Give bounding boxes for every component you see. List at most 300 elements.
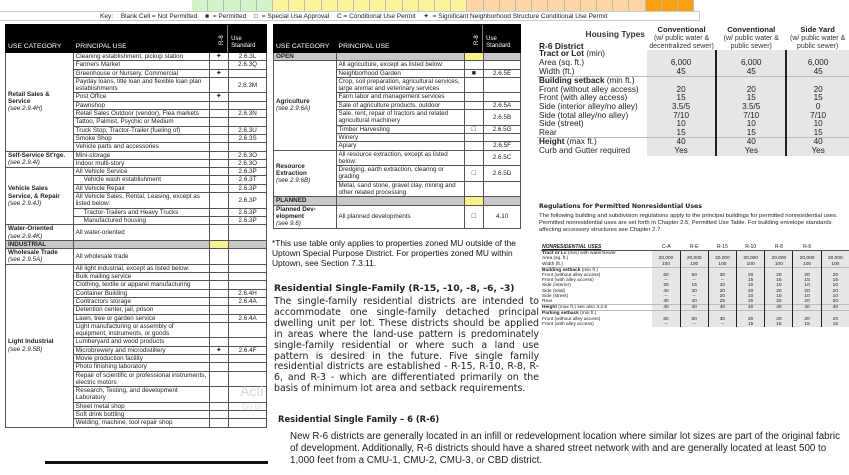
value-cell: 100 <box>793 262 821 268</box>
value-cell: 40 <box>652 289 680 294</box>
value-cell: 20 <box>793 299 821 305</box>
section-name: Tract or Lc <box>542 251 567 257</box>
key-conditional: C = Conditional Use Permit <box>337 13 416 20</box>
value-cell: 50 <box>680 273 708 278</box>
row-label: Front (without alley access) <box>542 273 601 279</box>
use-row <box>6 53 267 61</box>
value-cell: 20 <box>786 86 849 95</box>
value-cell: 6,000 <box>716 59 786 68</box>
use-standard <box>229 225 267 241</box>
value-cell: 20 <box>765 317 793 322</box>
section-row <box>6 240 267 248</box>
use-category <box>6 151 74 168</box>
row-label: Front (with alley access) <box>542 321 594 327</box>
value-cell: 40 <box>821 305 849 311</box>
row-label: Side (interior alley/no alley) <box>539 101 638 111</box>
use-category <box>6 249 74 265</box>
value-cell: 10 <box>737 294 765 299</box>
use-category <box>6 264 74 427</box>
value-cell: 20 <box>821 289 849 294</box>
color-strip-cell <box>403 0 419 11</box>
value-cell: 40 <box>652 305 680 311</box>
value-cell: 100 <box>821 262 849 268</box>
principal-use: Truck Stop, Tractor-Trailer (fueling of) <box>73 126 209 134</box>
use-row <box>6 151 267 159</box>
principal-use: Tractor-Trailers and Heavy Trucks <box>73 208 209 216</box>
principal-use: Sale, rent, repair of tractors and related agricultural machinery <box>336 110 464 126</box>
principal-use: Cleaning establishment, pickup station <box>73 53 209 61</box>
district-label: R-6 District <box>539 40 584 51</box>
principal-use: Payday loans, title loan and flexible loan plan establishments <box>73 77 209 93</box>
permission-cell <box>209 371 229 387</box>
permission-cell <box>209 402 229 410</box>
principal-use: Metal, sand stone, gravel clay, mining and other related processing <box>336 181 464 197</box>
value-cell: 3.5/5 <box>647 103 716 112</box>
key-legend <box>0 11 700 21</box>
value-cell: 10 <box>821 294 849 299</box>
value-cell: 20 <box>737 289 765 294</box>
housing-row <box>537 59 849 68</box>
color-strip-cell <box>354 0 370 11</box>
use-standard: 2.6.5C <box>484 150 521 166</box>
principal-use: Post Office <box>73 93 209 101</box>
row-label: Side (total alley/no alley) <box>539 110 629 120</box>
color-strip-cell <box>678 0 694 11</box>
sns-permit-icon: ✦ <box>209 53 229 61</box>
category-name: Self-Service St'rge. <box>8 152 66 160</box>
value-cell: 10 <box>716 120 786 129</box>
row-label: Front (without alley access) <box>542 316 601 322</box>
value-cell: 40 <box>793 305 821 311</box>
use-standard: 2.6.3O <box>229 159 267 167</box>
row-label: Side (street) <box>542 293 569 299</box>
housing-types-table <box>537 26 849 156</box>
use-standard: 2.6.3P <box>229 193 267 209</box>
use-standard: 2.6.3Q <box>229 61 267 69</box>
permission-cell <box>209 151 229 159</box>
nonres-table <box>541 245 849 327</box>
permission-cell <box>209 264 229 272</box>
principal-use: Light manufacturing or assembly of equipment, instruments, or goods <box>73 322 209 338</box>
value-cell: 60 <box>652 273 680 278</box>
section-qualifier: (min) with water/sewer <box>567 251 616 257</box>
color-strip-cell <box>613 0 629 11</box>
principal-use: Smoke Shop <box>73 134 209 142</box>
permission-cell <box>209 354 229 362</box>
value-cell: 40 <box>765 305 793 311</box>
color-strip-cell <box>241 0 257 11</box>
r6-body: New R-6 districts are generally located in an infill or redevelopment location where similar lot sizes are part of the original fabric of development. Additionally, R-6 districts should have a shared street network with and are generally located at least 500 to 1,000 feet from a CMU-1, CMU-2, CMU-3, or CBD district. <box>290 431 840 467</box>
rsf-heading: Residential Single-Family (R-15, -10, -8, -6, -3) <box>274 283 515 294</box>
value-cell: -- <box>708 322 736 327</box>
use-table-middle <box>273 24 521 229</box>
nonres-body: The following building and subdivision regulations apply to the principal buildings for permitted nonresidential uses. Permitted nonresidential uses are set forth in Chapter 2.5, Permitted Use Table. For building envelope standards affecting accessory structures see Chapter 2.7. <box>539 213 838 233</box>
permission-cell <box>209 126 229 134</box>
key-sns-symbol: ✦ <box>423 13 429 20</box>
value-cell: 100 <box>652 262 680 268</box>
value-cell: 20,000 <box>680 256 708 261</box>
permission-cell <box>464 61 484 69</box>
value-cell: 15 <box>793 322 821 327</box>
value-cell: 10 <box>765 283 793 288</box>
key-permitted-symbol: ■ <box>205 13 209 20</box>
header-use-standard: Use Standard <box>229 25 267 53</box>
color-strip-cell <box>646 0 662 11</box>
principal-use: All Vehicle Sales, Rental, Leasing, except as listed below: <box>73 193 209 209</box>
row-label: Area (sq. ft.) <box>539 57 585 67</box>
key-special-symbol: □ <box>254 13 258 20</box>
value-cell: 45 <box>716 68 786 77</box>
principal-use: Tattoo, Palmist, Psychic or Medium <box>73 118 209 126</box>
section-blank <box>484 53 521 61</box>
principal-use: Lumberyard and wood products <box>73 338 209 346</box>
permission-cell <box>209 168 229 176</box>
value-cell: 7/10 <box>647 112 716 121</box>
use-standard: 2.6.4A <box>229 297 267 305</box>
permission-cell <box>209 77 229 93</box>
permission-cell <box>209 225 229 241</box>
permission-cell <box>209 159 229 167</box>
value-cell: 20 <box>765 289 793 294</box>
principal-use: Soft drink bottling <box>73 411 209 419</box>
principal-use: Research, Testing, and development Laboratory <box>73 387 209 403</box>
principal-use: Mini-storage <box>73 151 209 159</box>
section-blank <box>336 53 464 61</box>
value-cell: -- <box>652 278 680 283</box>
principal-use: Vehicle parts and accessories <box>73 143 209 151</box>
permission-cell <box>209 387 229 403</box>
column-sub: (w/ public water & public sewer) <box>723 34 779 50</box>
section-qualifier: (min) <box>586 49 605 59</box>
permission-cell <box>209 281 229 289</box>
value-cell: 20,000 <box>793 256 821 261</box>
value-cell: 10 <box>793 294 821 299</box>
row-label: Front (with alley access) <box>539 93 628 103</box>
activation-watermark: Acti <box>240 383 264 399</box>
use-row <box>274 61 521 69</box>
column-name: Conventional <box>727 25 776 34</box>
use-category <box>6 225 74 241</box>
principal-use: All resource extraction, except as listed below: <box>336 150 464 166</box>
use-category <box>6 53 74 152</box>
category-name: Water-Oriented <box>8 225 54 233</box>
color-strip-cell <box>662 0 678 11</box>
sns-permit-icon: ✦ <box>209 346 229 354</box>
permission-cell <box>464 110 484 126</box>
color-strip-cell <box>484 0 500 11</box>
value-cell: 20 <box>765 273 793 278</box>
r6-heading: Residential Single Family – 6 (R-6) <box>278 414 440 424</box>
value-cell: 6,000 <box>786 59 849 68</box>
use-standard: 2.6.3N <box>229 110 267 118</box>
permission-cell <box>464 93 484 101</box>
value-cell: 3.5/5 <box>716 103 786 112</box>
color-strip-cell <box>581 0 597 11</box>
permission-cell <box>209 411 229 419</box>
permission-cell <box>209 297 229 305</box>
row-label: Area (sq. ft.) <box>542 256 569 262</box>
color-strip-cell <box>322 0 338 11</box>
principal-use: Clothing, textile or apparel manufacturing <box>73 281 209 289</box>
color-strip-cell <box>192 0 208 11</box>
section-label: PLANNED <box>274 197 337 205</box>
district-column-header: C-A <box>652 245 680 251</box>
rsf-body: The single-family residential districts are intended to accommodate one single-family detached principal dwelling unit per lot. These districts should be applied in areas where the land-use pattern is predominately single-family residential or where such a land use pattern is desired in the future. Five single family residential districts are established - R-15, R-10, R-8, R-6, and R-3 - which are differentiated primarily on the basis of minimum lot area and setback requirements. <box>274 296 539 395</box>
use-table-left <box>5 24 267 428</box>
value-cell: 15 <box>786 94 849 103</box>
value-cell: -- <box>652 294 680 299</box>
use-row <box>274 150 521 166</box>
permission-cell <box>209 101 229 109</box>
use-standard: 2.6.5G <box>484 125 521 133</box>
housing-row <box>537 120 849 129</box>
header-district: R-8 <box>464 25 484 53</box>
permission-cell <box>209 249 229 265</box>
permission-cell <box>209 363 229 371</box>
nonres-header-row <box>541 245 849 251</box>
color-strip-cell <box>565 0 581 11</box>
key-blank: Blank Cell = Not Permitted <box>120 13 198 20</box>
color-strip-cell <box>419 0 435 11</box>
value-cell: 20 <box>821 273 849 278</box>
row-label: Width (ft.) <box>539 66 575 76</box>
permission-cell <box>464 181 484 197</box>
color-strip-cell <box>370 0 386 11</box>
value-cell: 20 <box>708 289 736 294</box>
permission-cell <box>464 150 484 166</box>
principal-use: Container Building <box>73 289 209 297</box>
use-standard: 2.6.3O <box>229 151 267 159</box>
section-name: Building setback <box>542 267 581 273</box>
row-label: Front (without alley access) <box>539 84 639 94</box>
principal-use: Apiary <box>336 142 464 150</box>
value-cell: 15 <box>765 322 793 327</box>
use-standard: 2.6.4A <box>229 314 267 322</box>
principal-use: Farmers Market <box>73 61 209 69</box>
use-standard <box>229 143 267 151</box>
value-cell: 40 <box>652 299 680 305</box>
row-label: Width (ft.) <box>542 261 563 267</box>
principal-use: Photo finishing laboratory <box>73 363 209 371</box>
value-cell: 20 <box>708 294 736 299</box>
principal-use: Contractors storage <box>73 297 209 305</box>
value-cell: 40 <box>680 305 708 311</box>
principal-use: Timber Harvesting <box>336 125 464 133</box>
district-highlight <box>464 197 484 205</box>
value-cell: 15 <box>765 278 793 283</box>
use-standard: 2.6.3P <box>229 168 267 176</box>
permission-cell <box>209 314 229 322</box>
header-district: R-8 <box>209 25 229 53</box>
value-cell: 20,000 <box>708 256 736 261</box>
use-standard <box>229 354 267 362</box>
color-strip-cell <box>435 0 451 11</box>
sns-permit-icon: ✦ <box>209 69 229 77</box>
value-cell: 100 <box>737 262 765 268</box>
permission-cell <box>464 142 484 150</box>
principal-use: Retail Sales Outdoor (vendor), Flea markets <box>73 110 209 118</box>
district-column-header: R-15 <box>708 245 736 251</box>
use-standard <box>229 322 267 338</box>
district-column-header: R-E <box>680 245 708 251</box>
value-cell: 45 <box>786 68 849 77</box>
permission-cell <box>209 208 229 216</box>
use-standard: 2.6.5B <box>484 110 521 126</box>
value-cell: 45 <box>647 68 716 77</box>
value-cell: 15 <box>716 129 786 138</box>
value-cell: 20 <box>765 299 793 305</box>
principal-use: Lawn, tree or garden service <box>73 314 209 322</box>
header-use-category: USE CATEGORY <box>6 25 74 53</box>
use-row <box>6 249 267 265</box>
principal-use: Sale of agriculture products, outdoor <box>336 101 464 109</box>
section-blank <box>336 197 464 205</box>
use-standard <box>229 363 267 371</box>
value-cell: 60 <box>652 317 680 322</box>
use-standard: 2.6.3M <box>229 77 267 93</box>
category-see-ref: (see 2.9.4K) <box>8 232 43 240</box>
header-use-category: USE CATEGORY <box>274 25 337 53</box>
value-cell: 10 <box>708 283 736 288</box>
column-name: Side Yard <box>800 25 835 34</box>
nonres-heading: Regulations for Permitted Nonresidential Uses <box>539 203 702 210</box>
value-cell: 20 <box>737 273 765 278</box>
category-name: Resource Extraction <box>276 162 307 177</box>
key-permitted: = Permitted <box>212 13 247 20</box>
value-cell: 100 <box>765 262 793 268</box>
use-standard <box>229 118 267 126</box>
section-name: Parking setback <box>542 311 579 317</box>
use-category <box>6 168 74 225</box>
row-label: Rear <box>539 127 557 137</box>
principal-use: Indoor multi-story <box>73 159 209 167</box>
principal-use: Pawnshop <box>73 101 209 109</box>
category-see-ref: (see 9.6) <box>276 220 301 228</box>
value-cell: 20 <box>793 273 821 278</box>
value-cell: 30 <box>680 289 708 294</box>
use-standard: 4.10 <box>484 205 521 228</box>
value-cell: 20 <box>793 317 821 322</box>
housing-column-header <box>716 26 786 50</box>
value-cell: 0 <box>786 103 849 112</box>
value-cell: 20,000 <box>652 256 680 261</box>
district-highlight <box>464 53 484 61</box>
principal-use: Farm labor and management services <box>336 93 464 101</box>
value-cell: 50 <box>680 317 708 322</box>
principal-use: All light industrial, except as listed below: <box>73 264 209 272</box>
section-blank <box>73 240 209 248</box>
value-cell: 7/10 <box>786 112 849 121</box>
permission-cell <box>209 273 229 281</box>
value-cell: 15 <box>786 129 849 138</box>
key-label: Key: <box>100 13 114 20</box>
use-standard: 2.6.3T <box>229 176 267 184</box>
value-cell: 20 <box>716 86 786 95</box>
value-cell: 20,000 <box>765 256 793 261</box>
use-standard: 2.6.3S <box>229 134 267 142</box>
use-standard: 2.6.5D <box>484 166 521 182</box>
value-cell: 15 <box>737 278 765 283</box>
use-category <box>274 150 337 197</box>
value-cell: 30 <box>708 273 736 278</box>
special-use-icon: □ <box>464 205 484 228</box>
permission-cell <box>209 110 229 118</box>
principal-use: All water-oriented <box>73 225 209 241</box>
permission-cell <box>209 134 229 142</box>
section-label: INDUSTRIAL <box>6 240 74 248</box>
value-cell: 20,000 <box>737 256 765 261</box>
header-use-standard: Use Standard <box>484 25 521 53</box>
use-row <box>6 264 267 272</box>
special-use-icon: □ <box>464 166 484 182</box>
value-cell: 10 <box>793 283 821 288</box>
color-strip-cell <box>516 0 532 11</box>
value-cell: 100 <box>708 262 736 268</box>
use-standard: 2.6.4F <box>229 346 267 354</box>
value-cell: 15 <box>647 94 716 103</box>
row-label: Rear <box>542 299 553 305</box>
color-strip-cell <box>224 0 240 11</box>
use-standard: 2.6.5E <box>484 69 521 77</box>
section-blank <box>229 240 267 248</box>
value-cell: 40 <box>737 305 765 311</box>
use-standard <box>229 411 267 419</box>
use-standard <box>484 61 521 69</box>
principal-use: All agriculture, except as listed below: <box>336 61 464 69</box>
color-strip-cell <box>273 0 289 11</box>
category-see-ref: (see 2.9.4J) <box>8 199 42 207</box>
color-strip-cell <box>257 0 273 11</box>
use-standard <box>229 101 267 109</box>
use-standard: 2.6.3P <box>229 208 267 216</box>
activation-watermark-sub: Go to <box>242 402 262 411</box>
value-cell: 20 <box>821 317 849 322</box>
key-special: = Special Use Approval <box>261 13 330 20</box>
value-cell: 40 <box>708 305 736 311</box>
housing-header-row <box>537 26 849 50</box>
color-strip-cell <box>532 0 548 11</box>
permission-cell <box>209 289 229 297</box>
district-highlight <box>209 240 229 248</box>
color-strip-cell <box>597 0 613 11</box>
color-strip-cell <box>500 0 516 11</box>
principal-use: Bulk mailing service <box>73 273 209 281</box>
housing-row <box>537 147 849 156</box>
value-cell: 10 <box>765 294 793 299</box>
row-label: Curb and Gutter required <box>539 145 631 155</box>
horizontal-divider <box>45 461 268 464</box>
section-qualifier: (min ft.) <box>581 267 598 273</box>
value-cell: 10 <box>737 283 765 288</box>
principal-use: All Vehicle Service <box>73 168 209 176</box>
value-cell: 6,000 <box>647 59 716 68</box>
color-strip-cell <box>208 0 224 11</box>
color-strip-cell <box>289 0 305 11</box>
principal-use: Vehicle wash establishment <box>73 176 209 184</box>
use-standard <box>484 133 521 141</box>
value-cell: Yes <box>716 147 786 156</box>
principal-use: All wholesale trade <box>73 249 209 265</box>
use-standard <box>484 181 521 197</box>
special-use-icon: □ <box>464 125 484 133</box>
color-strip-cell <box>386 0 402 11</box>
value-cell: 40 <box>716 138 786 147</box>
use-standard <box>229 338 267 346</box>
section-name: Building setback <box>539 76 605 86</box>
use-standard <box>229 93 267 101</box>
principal-use: Neighborhood Garden <box>336 69 464 77</box>
permission-cell <box>209 143 229 151</box>
